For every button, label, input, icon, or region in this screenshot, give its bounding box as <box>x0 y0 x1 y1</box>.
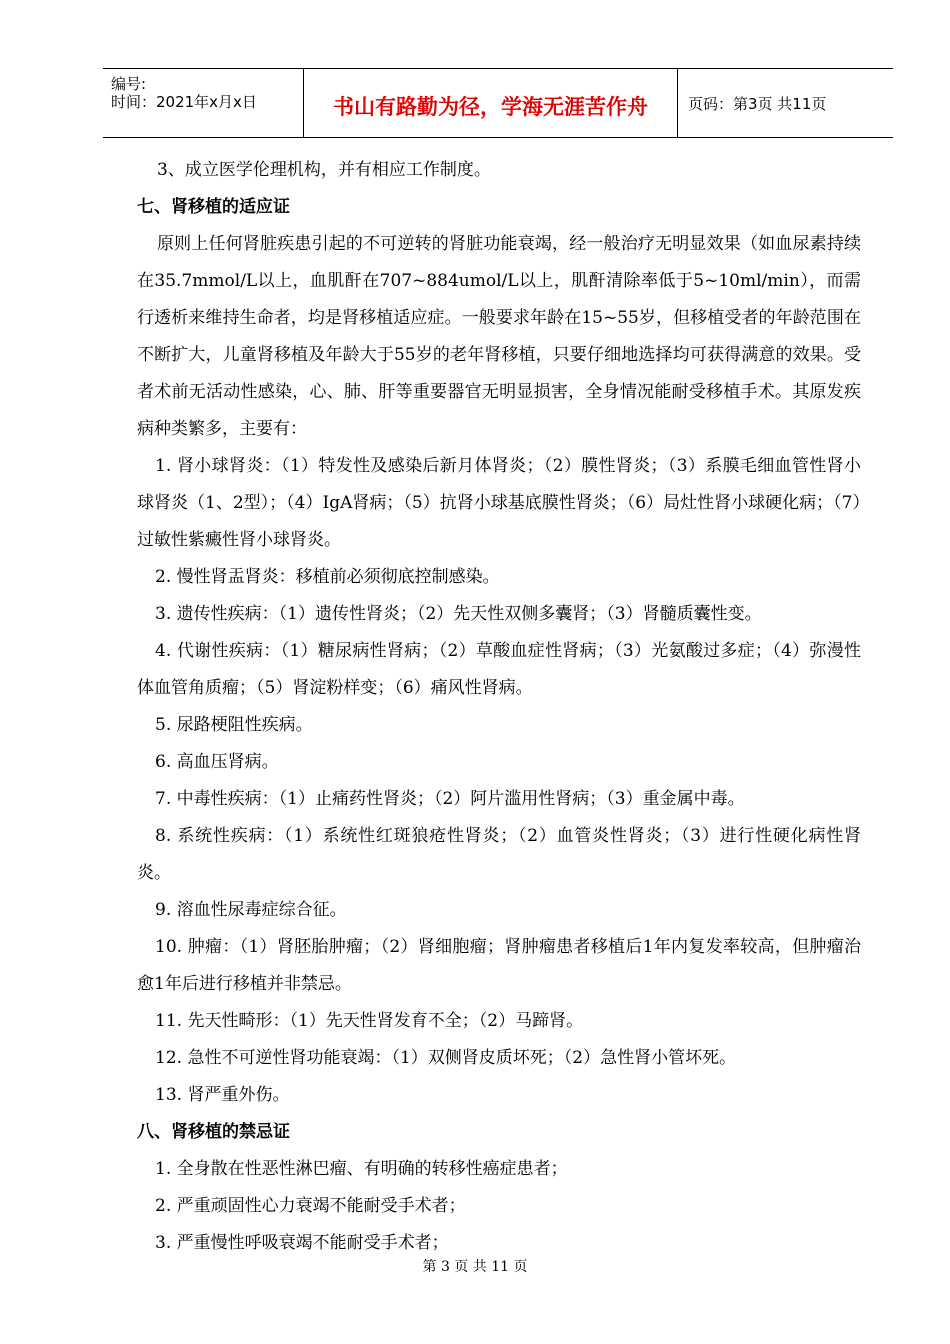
header-motto-cell <box>304 69 678 137</box>
header-page-cell <box>678 69 893 137</box>
contraindication-item: 1. 全身散在性恶性淋巴瘤、有明确的转移性癌症患者； <box>155 1159 568 1179</box>
header-info-cell <box>103 69 304 137</box>
header-page-number: 页码：第3页 共11页 <box>688 95 827 113</box>
document-time-label: 时间：2021年x月x日 <box>111 93 257 111</box>
indication-item: 7. 中毒性疾病：（1）止痛药性肾炎；（2）阿片滥用性肾病；（3）重金属中毒。 <box>155 789 745 809</box>
indication-item: 2. 慢性肾盂肾炎：移植前必须彻底控制感染。 <box>155 567 500 587</box>
indication-item: 3. 遗传性疾病：（1）遗传性肾炎；（2）先天性双侧多囊肾；（3）肾髓质囊性变。 <box>155 604 762 624</box>
section-8-title: 八、肾移植的禁忌证 <box>137 1122 290 1142</box>
indication-item: 12. 急性不可逆性肾功能衰竭：（1）双侧肾皮质坏死；（2）急性肾小管坏死。 <box>155 1048 737 1068</box>
contraindication-item: 2. 严重顽固性心力衰竭不能耐受手术者； <box>155 1196 466 1216</box>
document-header <box>103 68 893 138</box>
header-motto: 书山有路勤为径，学海无涯苦作舟 <box>333 95 648 119</box>
section-7-paragraph: 原则上任何肾脏疾患引起的不可逆转的肾脏功能衰竭，经一般治疗无明显效果（如血尿素持续在35.7mmol/L以上，血肌酐在707~884umol/L以上，肌酐清除率低于5~10ml/min），而需行透析来维持生命者，均是肾移植适应症。一般要求年龄在15~55岁，但移植受者的年龄范围在不断扩大，儿童肾移植及年龄大于55岁的老年肾移植，只要仔细地选择均可获得满意的效果。受者术前无活动性感染，心、肺、肝等重要器官无明显损害，全身情况能耐受移植手术。其原发疾病种类繁多，主要有： <box>137 234 861 439</box>
indication-item: 13. 肾严重外伤。 <box>155 1085 290 1105</box>
section-7-title: 七、肾移植的适应证 <box>137 197 290 217</box>
contraindication-item: 3. 严重慢性呼吸衰竭不能耐受手术者； <box>155 1233 449 1253</box>
indication-item: 9. 溶血性尿毒症综合征。 <box>155 900 347 920</box>
intro-line: 3、成立医学伦理机构，并有相应工作制度。 <box>157 160 491 180</box>
indication-item: 5. 尿路梗阻性疾病。 <box>155 715 313 735</box>
indication-item: 10. 肿瘤：（1）肾胚胎肿瘤；（2）肾细胞瘤；肾肿瘤患者移植后1年内复发率较高，但肿瘤治愈1年后进行移植并非禁忌。 <box>137 937 861 994</box>
document-body <box>137 152 861 1262</box>
indication-item: 6. 高血压肾病。 <box>155 752 279 772</box>
indication-item: 4. 代谢性疾病：（1）糖尿病性肾病；（2）草酸血症性肾病；（3）光氨酸过多症；（4）弥漫性体血管角质瘤；（5）肾淀粉样变；（6）痛风性肾病。 <box>137 641 861 698</box>
document-code-label: 编号: <box>111 75 147 93</box>
indication-item: 11. 先天性畸形：（1）先天性肾发育不全；（2）马蹄肾。 <box>155 1011 584 1031</box>
indication-item: 1. 肾小球肾炎：（1）特发性及感染后新月体肾炎；（2）膜性肾炎；（3）系膜毛细血管性肾小球肾炎（1、2型）；（4）IgA肾病；（5）抗肾小球基底膜性肾炎；（6）局灶性肾小球硬化病；（7）过敏性紫癜性肾小球肾炎。 <box>137 456 861 550</box>
page-footer: 第 3 页 共 11 页 <box>422 1259 528 1275</box>
indication-item: 8. 系统性疾病：（1）系统性红斑狼疮性肾炎；（2）血管炎性肾炎；（3）进行性硬化病性肾炎。 <box>137 826 861 883</box>
